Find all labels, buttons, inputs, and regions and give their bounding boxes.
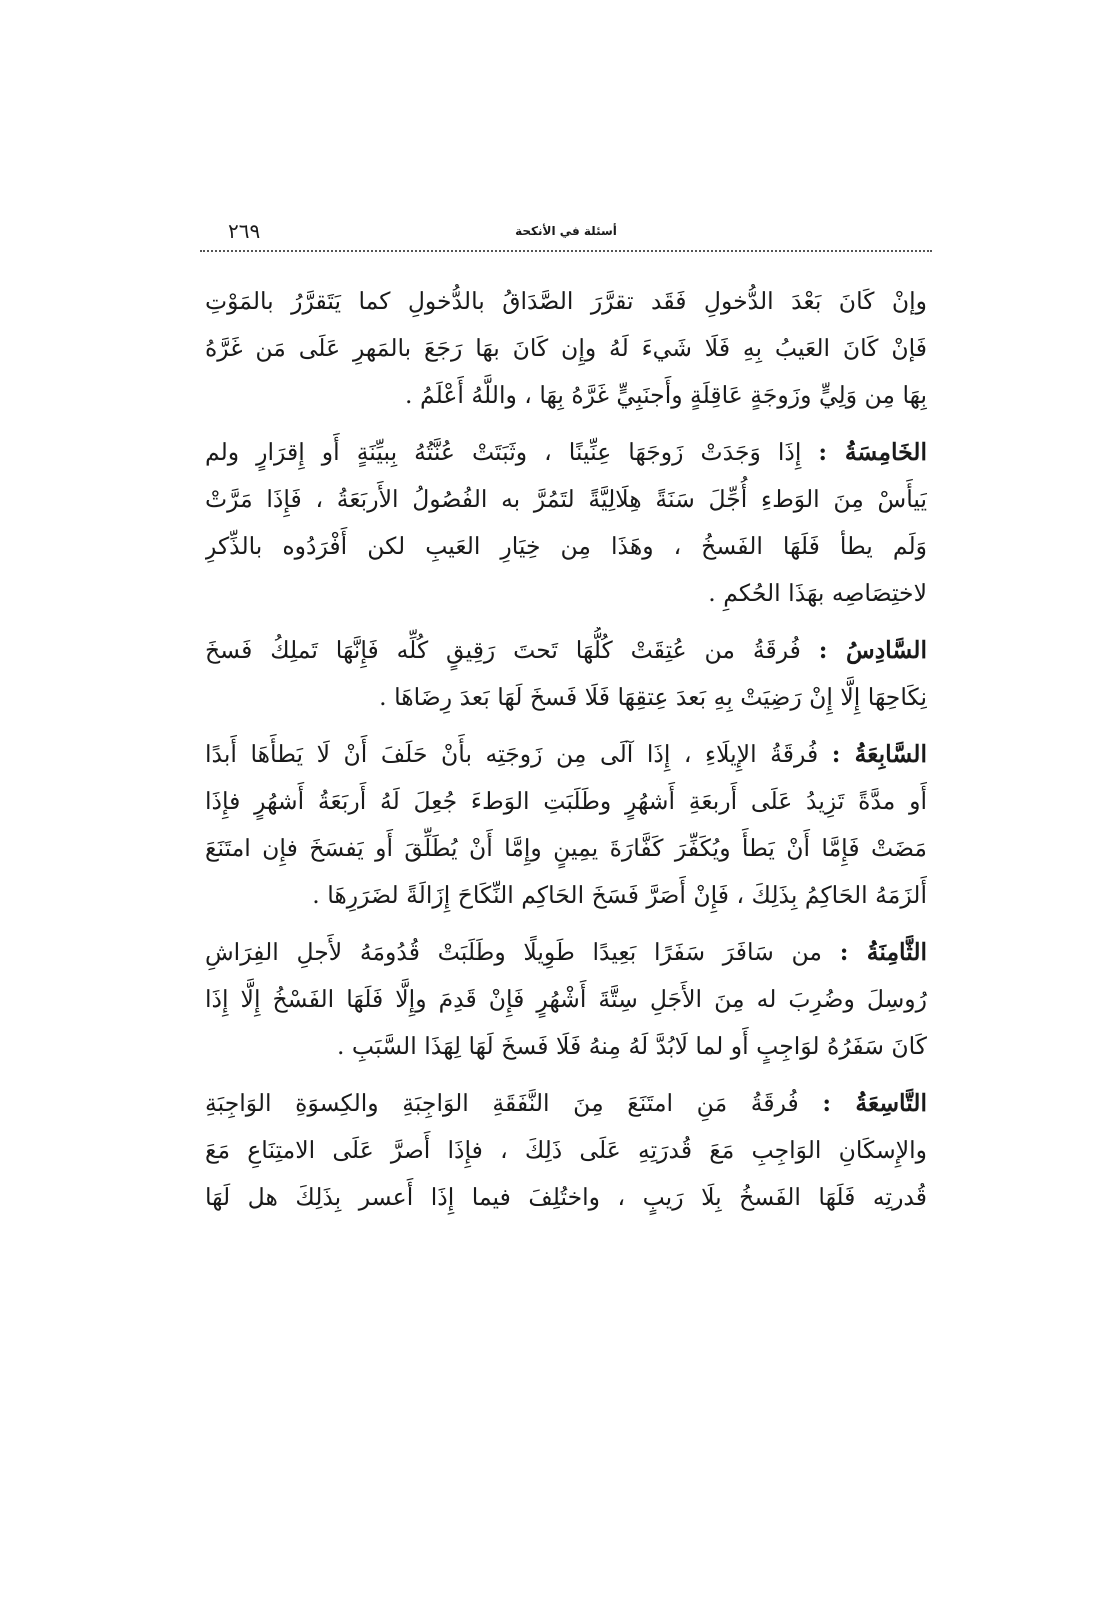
page-number: ٢٦٩ — [228, 219, 261, 243]
text-line-content: من سَافَرَ سَفَرًا بَعِيدًا طَوِيلًا وطَلَبَتْ قُدُومَهُ لأَجلِ الفِرَاشِ — [205, 938, 822, 966]
running-title: أسئلة في الأنكحة — [515, 224, 617, 238]
text-line: يَيأَسْ مِنَ الوَطءِ أُجِّلَ سَنَةً هِلَالِيَّةً لتَمُرَّ به الفُصُولُ الأَربَعَةُ ، فَإِذَا مَرَّتْ — [205, 485, 927, 513]
text-line-with-heading — [205, 731, 927, 778]
page-header — [200, 218, 932, 248]
paragraph-heading: الخَامِسَةُ : — [818, 438, 927, 466]
text-line-content: فُرقَةُ مَنِ امتَنَعَ مِنَ النَّفَقَةِ الوَاجِبَةِ والكِسوَةِ الوَاجِبَةِ — [205, 1089, 799, 1117]
text-line-content: إِذَا وَجَدَتْ زَوجَهَا عِنِّينًا ، وثَبَتَتْ عُنَّتُهُ بِبيِّنَةٍ أَو إِقرَارٍ ولم — [205, 438, 802, 466]
text-line-with-heading — [205, 429, 927, 476]
text-line: أَو مدَّةً تَزِيدُ عَلَى أَربعَةِ أَشهُرٍ وطَلَبَتِ الوَطءَ جُعِلَ لَهُ أَربَعَةُ أَشهُرٍ فإِذَا — [205, 787, 927, 815]
text-line-with-heading — [205, 929, 927, 976]
text-line: رُوسِلَ وضُرِبَ له مِنَ الأَجَلِ سِتَّةَ أَشْهُرٍ فَإِنْ قَدِمَ وإِلَّا فَلَهَا الفَسْخُ إِلَّا إِذَا — [205, 985, 927, 1013]
paragraph-sixth — [205, 627, 927, 721]
text-line: مَضَتْ فَإِمَّا أَنْ يَطأَ ويُكَفِّرَ كَفَّارَةَ يمِينٍ وإِمَّا أَنْ يُطَلِّقَ أَو يَفسَخَ فإِن امتَنَعَ — [205, 834, 927, 862]
paragraph-seventh — [205, 731, 927, 919]
paragraph-1 — [205, 278, 927, 419]
text-line-content: فُرقَةُ الإِيلَاءِ ، إِذَا آلَى مِن زَوجَتِه بأَنْ حَلَفَ أَنْ لَا يَطأَهَا أَبدًا — [205, 740, 819, 768]
header-divider — [200, 250, 932, 252]
paragraph-heading: الثَّامِنَةُ : — [839, 938, 927, 966]
text-line: والإِسكَانِ الوَاجِبِ مَعَ قُدرَتِهِ عَلَى ذَلِكَ ، فإِذَا أَصرَّ عَلَى الامتِنَاعِ مَعَ — [205, 1136, 927, 1164]
paragraph-heading: السَّادِسُ : — [818, 636, 927, 664]
text-line-content: فُرقَةُ من عُتِقَتْ كُلُّهَا تَحتَ رَقِيقٍ كُلِّه فَإِنَّهَا تَملِكُ فَسخَ — [205, 636, 801, 664]
text-line: وَلَم يطأ فَلَهَا الفَسخُ ، وهَذَا مِن خِيَارِ العَيبِ لكن أَفْرَدُوه بالذِّكرِ — [205, 532, 927, 560]
text-line: قُدرتِه فَلَهَا الفَسخُ بِلَا رَيبٍ ، واختُلِفَ فيما إِذَا أَعسر بِذَلِكَ هل لَهَا — [205, 1183, 927, 1211]
text-line: أَلزَمَهُ الحَاكِمُ بِذَلِكَ ، فَإِنْ أَصَرَّ فَسَخَ الحَاكِم النِّكَاحَ إِزَالَةً لضَرَرِهَا . — [312, 881, 927, 909]
text-line: بِهَا مِن وَلِيٍّ وزَوجَةٍ عَاقِلَةٍ وأَجنَبِيٍّ غَرَّهُ بِهَا ، واللَّهُ أَعْلَمُ . — [405, 381, 927, 409]
text-line: نِكَاحِهَا إِلَّا إِنْ رَضِيَتْ بِهِ بَعدَ عِتقِهَا فَلَا فَسخَ لَهَا بَعدَ رِضَاهَا . — [379, 683, 927, 711]
paragraph-ninth — [205, 1080, 927, 1221]
paragraph-fifth — [205, 429, 927, 617]
body-text — [205, 278, 927, 1231]
text-line-with-heading — [205, 627, 927, 674]
text-line: وإنْ كَانَ بَعْدَ الدُّخولِ فَقَد تقرَّرَ الصَّدَاقُ بالدُّخولِ كما يَتَقرَّرُ بالمَوْتِ — [205, 287, 927, 315]
paragraph-eighth — [205, 929, 927, 1070]
text-line: فَإنْ كَانَ العَيبُ بِهِ فَلَا شَيءَ لَهُ وإِن كَانَ بهَا رَجَعَ بالمَهرِ عَلَى مَن غَرَّهُ — [205, 334, 927, 362]
text-line: لاختِصَاصِه بهَذَا الحُكمِ . — [708, 579, 927, 607]
paragraph-heading: السَّابِعَةُ : — [831, 740, 927, 768]
text-line-with-heading — [205, 1080, 927, 1127]
paragraph-heading: التَّاسِعَةُ : — [822, 1089, 927, 1117]
text-line: كَانَ سَفَرُهُ لوَاجِبٍ أَو لما لَابُدَّ لَهُ مِنهُ فَلَا فَسخَ لَهَا لِهَذَا السَّبَبِ . — [336, 1032, 927, 1060]
